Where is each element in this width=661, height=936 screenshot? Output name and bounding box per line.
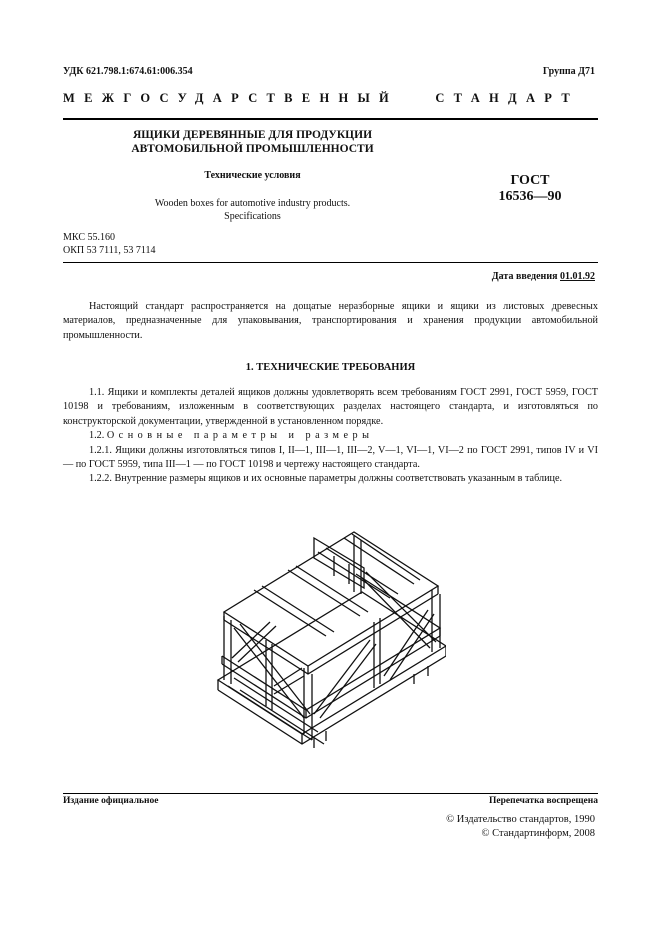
section-title: 1. ТЕХНИЧЕСКИЕ ТРЕБОВАНИЯ (245, 362, 416, 373)
english-title-line-1: Wooden boxes for automotive industry products. (154, 198, 351, 209)
clause-1-2-number: 1.2. (89, 430, 105, 442)
intro-text: Настоящий стандарт распространяется на дощатые неразборные ящики и ящики из листовых древесных материалов, предназначенные для упаковывания, транспортирования и хранения продукции автомобильной промышленности. (63, 301, 598, 341)
title-line-2: АВТОМОБИЛЬНОЙ ПРОМЫШЛЕННОСТИ (131, 143, 374, 155)
document-subtitle: Технические условия (204, 170, 301, 181)
copyright-line-1: © Издательство стандартов, 1990 (446, 814, 595, 825)
clause-1-1: 1.1. Ящики и комплекты деталей ящиков должны удовлетворять всем требованиям ГОСТ 2991, ГОСТ 5959, ГОСТ 10198 и требованиям, изложенным в соответствующих разделах настоящего стандарта, и изготовляться по конструкторской документации, утвержденной в установленном порядке. (63, 387, 598, 427)
copyright-block (446, 813, 595, 841)
intro-paragraph (63, 300, 598, 343)
reprint-prohibited-label: Перепечатка воспрещена (488, 796, 598, 806)
document-title (100, 128, 405, 156)
gost-label: ГОСТ (510, 173, 550, 188)
section-body (63, 386, 598, 487)
standard-type-heading: МЕЖГОСУДАРСТВЕННЫЙ СТАНДАРТ (63, 91, 580, 105)
header-rule (63, 118, 598, 120)
clause-1-2 (63, 429, 598, 443)
copyright-line-2: © Стандартинформ, 2008 (481, 828, 595, 839)
official-edition-label: Издание официальное (63, 796, 159, 806)
classification-codes (63, 231, 156, 257)
footer-rule (63, 793, 598, 794)
date-label: Дата введения (491, 271, 558, 282)
clause-1-2-1: 1.2.1. Ящики должны изготовляться типов I, II—1, III—1, III—2, V—1, VI—1, VI—2 по ГОСТ 2991, типов IV и VI — по ГОСТ 5959, типа III—1 — по ГОСТ 10198 и чертежу настоящего стандарта. (63, 444, 598, 471)
gost-number-block (470, 173, 590, 205)
english-title (100, 197, 405, 223)
gost-number: 16536—90 (498, 189, 562, 204)
english-title-line-2: Specifications (224, 211, 281, 222)
udk-code: УДК 621.798.1:674.61:006.354 (63, 66, 193, 77)
introduction-date (492, 271, 595, 282)
date-value: 01.01.92 (560, 271, 595, 282)
group-code: Группа Д71 (542, 66, 595, 77)
okp-code: ОКП 53 7111, 53 7114 (63, 245, 156, 256)
mks-code: МКС 55.160 (63, 232, 115, 243)
wooden-crate-drawing (214, 528, 446, 750)
clause-1-2-2: 1.2.2. Внутренние размеры ящиков и их основные параметры должны соответствовать указанным в таблице. (89, 473, 563, 485)
date-rule (63, 262, 598, 263)
title-line-1: ЯЩИКИ ДЕРЕВЯННЫЕ ДЛЯ ПРОДУКЦИИ (132, 129, 373, 141)
clause-1-2-title: Основные параметры и размеры (106, 430, 374, 442)
